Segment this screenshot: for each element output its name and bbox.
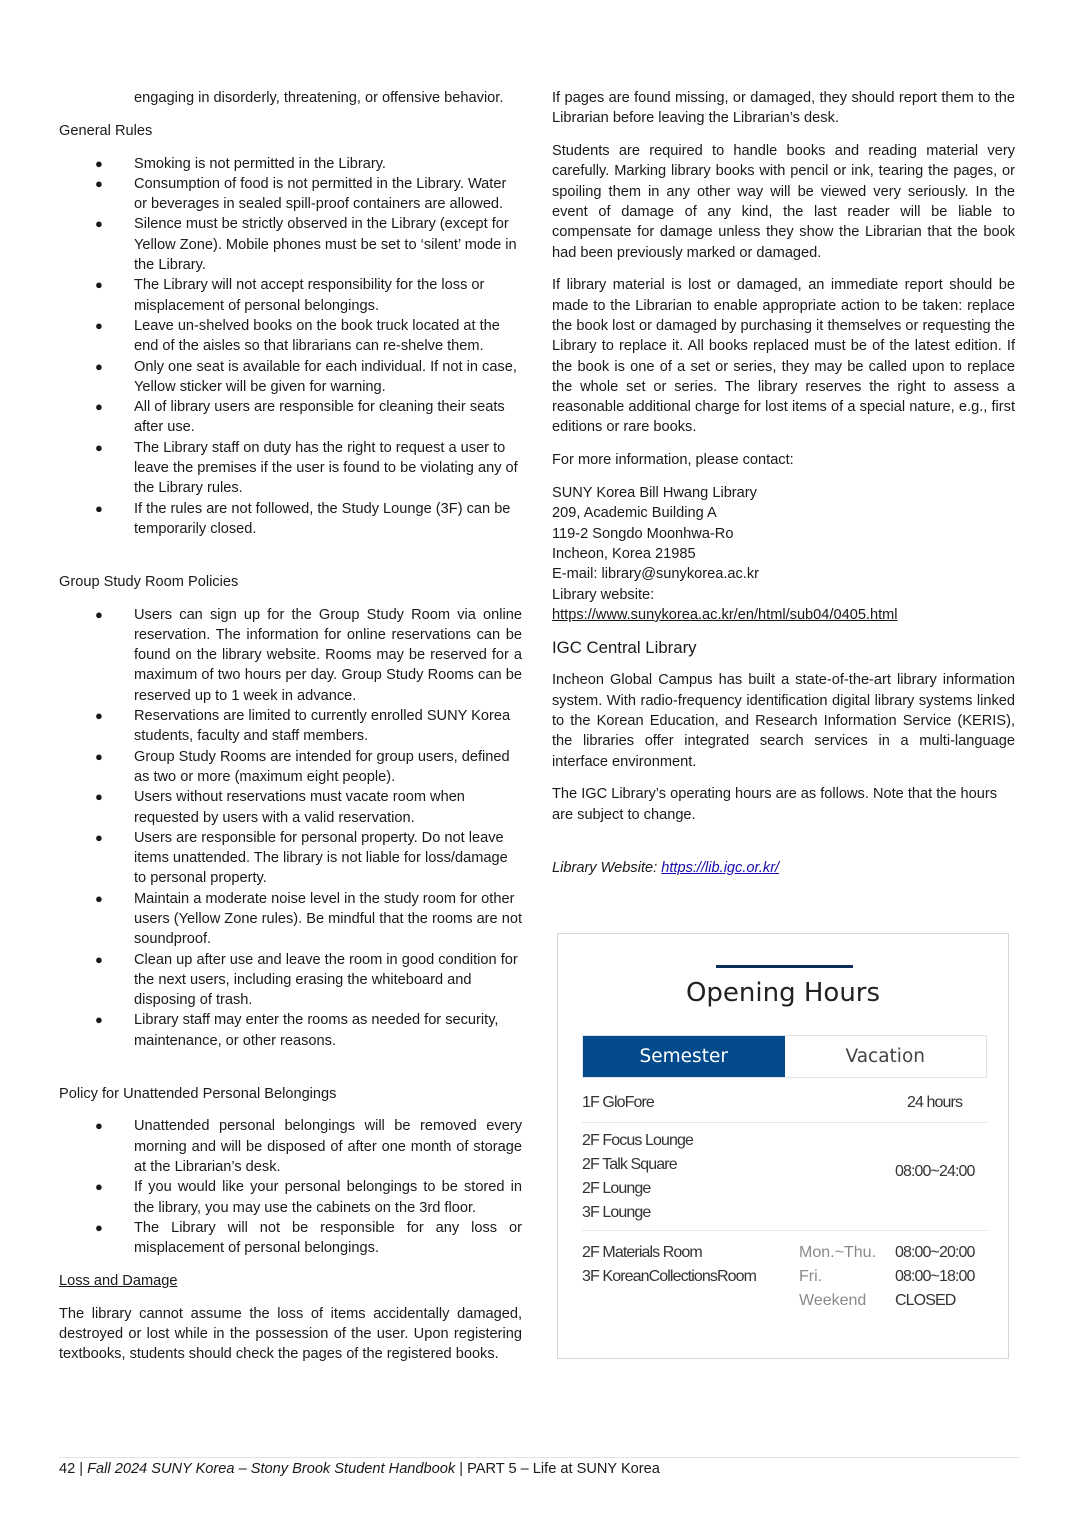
list-item: ● Unattended personal belongings will be removed every morning and will be disposed of after one month of storage at the Librarian’s desk. [95, 1118, 522, 1175]
list-item: ● Maintain a moderate noise level in the study room for other users (Yellow Zone rules). Be mindful that the rooms are not soundproof. [95, 890, 523, 948]
room-name: 1F GloFore [582, 1094, 654, 1111]
section-title: PART 5 – Life at SUNY Korea [467, 1461, 660, 1477]
bullet-icon: ● [95, 708, 103, 724]
room-name: 2F Talk Square [582, 1156, 677, 1173]
schedule-day: Weekend [799, 1292, 867, 1309]
igc-paragraph: Incheon Global Campus has built a state-of-the-art library information system. With radio-frequency identification digital library systems linked to the Korean Education, and Research Information Service (KERIS), the libraries offer integrated search services in a multi-language interface environment. [552, 672, 1015, 770]
bullet-icon: ● [95, 500, 103, 516]
schedule-times [895, 1241, 975, 1313]
hours-row [582, 1241, 987, 1311]
tab-vacation[interactable]: Vacation [785, 1036, 987, 1077]
schedule-days [799, 1241, 876, 1313]
list-item: ● Leave un-shelved books on the book truck located at the end of the aisles so that librarians can re-shelve them. [95, 317, 500, 355]
bullet-icon: ● [95, 399, 103, 415]
igc-hours-note: The IGC Library’s operating hours are as follows. Note that the hours are subject to change. [552, 786, 998, 823]
list-item: ● Only one seat is available for each individual. If not in case, Yellow sticker will be given for warning. [95, 358, 517, 395]
loss-damage-paragraph: The library cannot assume the loss of items accidentally damaged, destroyed or lost while in the possession of the user. Upon registering textbooks, students should check the pages of the registered books. [59, 1305, 522, 1363]
spacer [552, 838, 1015, 858]
page-footer [59, 1461, 660, 1477]
bullet-icon: ● [95, 829, 103, 845]
schedule-hours: 08:00~18:00 [895, 1268, 975, 1285]
schedule-day: Fri. [799, 1268, 823, 1285]
list-item: ● Reservations are limited to currently enrolled SUNY Korea students, faculty and staff members. [95, 708, 511, 745]
paragraph: If library material is lost or damaged, an immediate report should be made to the Librarian to enable appropriate action to be taken: replace the book lost or damaged by purchasing it themselves or requesting the Library to replace it. All books replaced must be of the latest edition. If the book is one of a set or series, they may be called upon to replace the whole set or series. The library reserves the right to assess a reasonable additional charge for lost items of a special nature, e.g., first editions or rare books. [552, 277, 1015, 436]
room-name: 3F KoreanCollectionsRoom [582, 1268, 757, 1285]
room-names [582, 1129, 693, 1225]
paragraph: For more information, please contact: [552, 452, 794, 469]
bullet-icon: ● [95, 358, 103, 374]
bullet-icon: ● [95, 1012, 103, 1028]
list-item: ● Users are responsible for personal property. Do not leave items unattended. The library is not liable for loss/damage to personal property. [95, 829, 508, 887]
loss-damage-heading: Loss and Damage [59, 1272, 178, 1289]
unattended-heading: Policy for Unattended Personal Belongings [59, 1085, 337, 1102]
list-item: ● Consumption of food is not permitted in the Library. Water or beverages in sealed spill-proof containers are allowed. [95, 175, 507, 213]
room-name: 2F Lounge [582, 1180, 651, 1197]
page-number: 42 [59, 1461, 76, 1477]
separator: | [75, 1461, 88, 1477]
general-rules-heading: General Rules [59, 122, 153, 139]
list-item: ● The Library will not be responsible for any loss or misplacement of personal belongings. [95, 1219, 522, 1257]
room-hours: 24 hours [907, 1094, 963, 1111]
spacer [59, 552, 522, 572]
list-item: ● Users can sign up for the Group Study Room via online reservation. The information for online reservations can be found on the library website. Rooms may be reserved for a maximum of two hours per day. Group Study Rooms can be reserved up to 1 week in advance. [95, 606, 522, 704]
row-divider [582, 1230, 987, 1231]
bullet-icon: ● [95, 1179, 103, 1195]
bullet-icon: ● [95, 890, 103, 906]
list-item: ● Silence must be strictly observed in the Library (except for Yellow Zone). Mobile phones must be set to ‘silent’ mode in the Library. [95, 216, 517, 274]
bullet-icon: ● [95, 155, 103, 171]
room-names [582, 1241, 756, 1289]
group-study-heading: Group Study Room Policies [59, 573, 239, 590]
spacer [59, 1064, 522, 1084]
contact-website-label: Library website: [552, 586, 655, 603]
igc-website-link[interactable]: https://lib.igc.or.kr/ [661, 859, 780, 876]
room-name: 2F Focus Lounge [582, 1132, 694, 1149]
room-hours: 08:00~24:00 [895, 1163, 975, 1180]
list-item: ● If the rules are not followed, the Study Lounge (3F) can be temporarily closed. [95, 500, 511, 537]
unattended-list [59, 1116, 522, 1258]
room-name: 2F Materials Room [582, 1244, 702, 1261]
bullet-icon: ● [95, 439, 103, 455]
list-item: ● Clean up after use and leave the room in good condition for the next users, including erasing the whiteboard and disposing of trash. [95, 951, 518, 1009]
group-study-list [59, 605, 522, 1052]
room-name: 3F Lounge [582, 1204, 651, 1221]
bullet-icon: ● [95, 216, 103, 232]
hours-row [582, 1094, 987, 1116]
paragraph: If pages are found missing, or damaged, they should report them to the Librarian before leaving the Librarian’s desk. [552, 90, 1015, 127]
bullet-icon: ● [95, 748, 103, 764]
title-accent-line [716, 965, 853, 968]
contact-email: E-mail: library@sunykorea.ac.kr [552, 566, 760, 583]
contact-website-link[interactable]: https://www.sunykorea.ac.kr/en/html/sub04/0405.html [552, 606, 898, 623]
contact-block [552, 483, 1015, 625]
schedule-hours: 08:00~20:00 [895, 1244, 975, 1261]
contact-address-1: 209, Academic Building A [552, 505, 717, 522]
bullet-icon: ● [95, 951, 103, 967]
bullet-icon: ● [95, 1118, 103, 1134]
bullet-icon: ● [95, 1219, 103, 1235]
row-divider [582, 1122, 987, 1123]
igc-website [552, 858, 1015, 878]
igc-heading: IGC Central Library [552, 637, 697, 657]
contact-address-2: 119-2 Songdo Moonhwa-Ro [552, 525, 734, 542]
contact-name: SUNY Korea Bill Hwang Library [552, 485, 757, 502]
opening-hours-title: Opening Hours [685, 978, 881, 1008]
bullet-icon: ● [95, 175, 103, 191]
list-item: ● Library staff may enter the rooms as needed for security, maintenance, or other reasons. [95, 1012, 499, 1049]
hours-tabs [582, 1035, 987, 1078]
paragraph: Students are required to handle books and reading material very carefully. Marking library books with pencil or ink, tearing the pages, or spoiling them in any other way will be viewed very seriously. In the event of damage of any kind, the last reader will be liable to compensate for damage unless they show the Librarian that the book had been previously marked or damaged. [552, 143, 1015, 261]
bullet-icon: ● [95, 317, 103, 333]
hours-row [582, 1129, 987, 1225]
contact-city: Incheon, Korea 21985 [552, 545, 696, 562]
left-column [59, 88, 522, 1377]
list-item: ● Users without reservations must vacate room when requested by users with a valid reservation. [95, 789, 465, 826]
schedule-day: Mon.~Thu. [799, 1244, 876, 1261]
general-rules-list [59, 154, 522, 540]
igc-website-label: Library Website: [552, 859, 662, 876]
right-column [552, 88, 1015, 890]
footer-divider [59, 1457, 1020, 1458]
bullet-icon: ● [95, 277, 103, 293]
separator: | [455, 1461, 468, 1477]
tab-semester[interactable]: Semester [583, 1036, 785, 1077]
bullet-icon: ● [95, 789, 103, 805]
schedule-hours: CLOSED [895, 1292, 956, 1309]
list-item: ● The Library staff on duty has the right to request a user to leave the premises if the user is found to be violating any of the Library rules. [95, 439, 518, 497]
list-item: ● Smoking is not permitted in the Library. [59, 154, 522, 174]
intro-continuation: engaging in disorderly, threatening, or offensive behavior. [134, 90, 504, 106]
opening-hours-card [557, 933, 1009, 1359]
list-item: ● If you would like your personal belongings to be stored in the library, you may use the cabinets on the 3rd floor. [95, 1179, 522, 1216]
list-item: ● All of library users are responsible for cleaning their seats after use. [95, 399, 505, 436]
handbook-title: Fall 2024 SUNY Korea – Stony Brook Student Handbook [87, 1461, 456, 1477]
list-item: ● Group Study Rooms are intended for group users, defined as two or more (maximum eight people). [95, 748, 510, 785]
list-item: ● The Library will not accept responsibility for the loss or misplacement of personal belongings. [95, 277, 485, 314]
bullet-icon: ● [95, 606, 103, 622]
